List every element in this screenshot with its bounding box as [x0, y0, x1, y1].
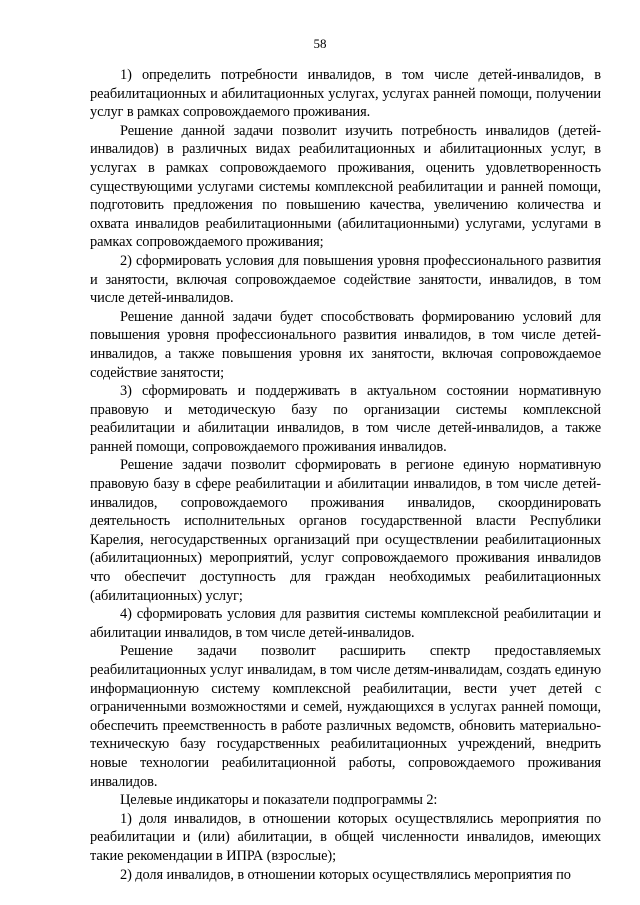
paragraph-task-3: 3) сформировать и поддерживать в актуальном состоянии нормативную правовую и методическую базу по организации системы комплексной реабилитации и абилитации инвалидов, в том числе детей-инвалидов, а также ранней помощи, сопровождаемого проживания инвалидов.: [90, 383, 601, 455]
paragraph-indicator-2: 2) доля инвалидов, в отношении которых осуществлялись мероприятия по: [120, 866, 571, 883]
paragraph-indicators-heading: Целевые индикаторы и показатели подпрограммы 2:: [120, 792, 438, 809]
paragraph-task-1-solution: Решение данной задачи позволит изучить потребность инвалидов (детей-инвалидов) в различных видах реабилитационных и абилитационных услуг, в услугах в рамках сопровождаемого проживания, оценить удовлетворенность существующими услугами системы комплексной реабилитации и ранней помощи, подготовить предложения по повышению качества, увеличению количества и охвата инвалидов реабилитационными (абилитационными) услугами, услугами в рамках сопровождаемого проживания;: [90, 122, 601, 251]
paragraph-task-1: 1) определить потребности инвалидов, в том числе детей-инвалидов, в реабилитационных и абилитационных услугах, услугах ранней помощи, получении услуг в рамках сопровождаемого проживания.: [90, 67, 601, 121]
paragraph-task-4: 4) сформировать условия для развития системы комплексной реабилитации и абилитации инвалидов, в том числе детей-инвалидов.: [90, 606, 601, 641]
paragraph-task-4-solution: Решение задачи позволит расширить спектр предоставляемых реабилитационных услуг инвалидам, в том числе детям-инвалидам, создать единую информационную систему комплексной реабилитации, вести учет детей с ограниченными возможностями и семей, нуждающихся в услугах ранней помощи, обеспечить преемственность в работе различных ведомств, обновить материально-техническую базу государственных реабилитационных учреждений, внедрить новые технологии реабилитационной работы, сопровождаемого проживания инвалидов.: [90, 643, 601, 790]
paragraph-indicator-1: 1) доля инвалидов, в отношении которых осуществлялись мероприятия по реабилитации и (или) абилитации, в общей численности инвалидов, имеющих такие рекомендации в ИПРА (взрослые);: [90, 810, 601, 864]
page-number: 58: [313, 36, 327, 51]
paragraph-task-2-solution: Решение данной задачи будет способствовать формированию условий для повышения уровня профессионального развития инвалидов, в том числе детей-инвалидов, а также повышения уровня их занятости, включая сопровождаемое содействие занятости;: [90, 308, 601, 381]
paragraph-task-3-solution: Решение задачи позволит сформировать в регионе единую нормативную правовую базу в сфере реабилитации и абилитации инвалидов, в том числе детей-инвалидов, сопровождаемого проживания инвалидов, скоординировать деятельность исполнительных органов государственной власти Республики Карелия, негосударственных организаций при осуществлении реабилитационных (абилитационных) мероприятий, услуг сопровождаемого проживания инвалидов что обеспечит доступность для граждан необходимых реабилитационных (абилитационных) услуг;: [90, 457, 601, 604]
paragraph-task-2: 2) сформировать условия для повышения уровня профессионального развития и занятости, включая сопровождаемое содействие занятости, инвалидов, в том числе детей-инвалидов.: [90, 252, 601, 307]
document-body: [90, 66, 601, 884]
